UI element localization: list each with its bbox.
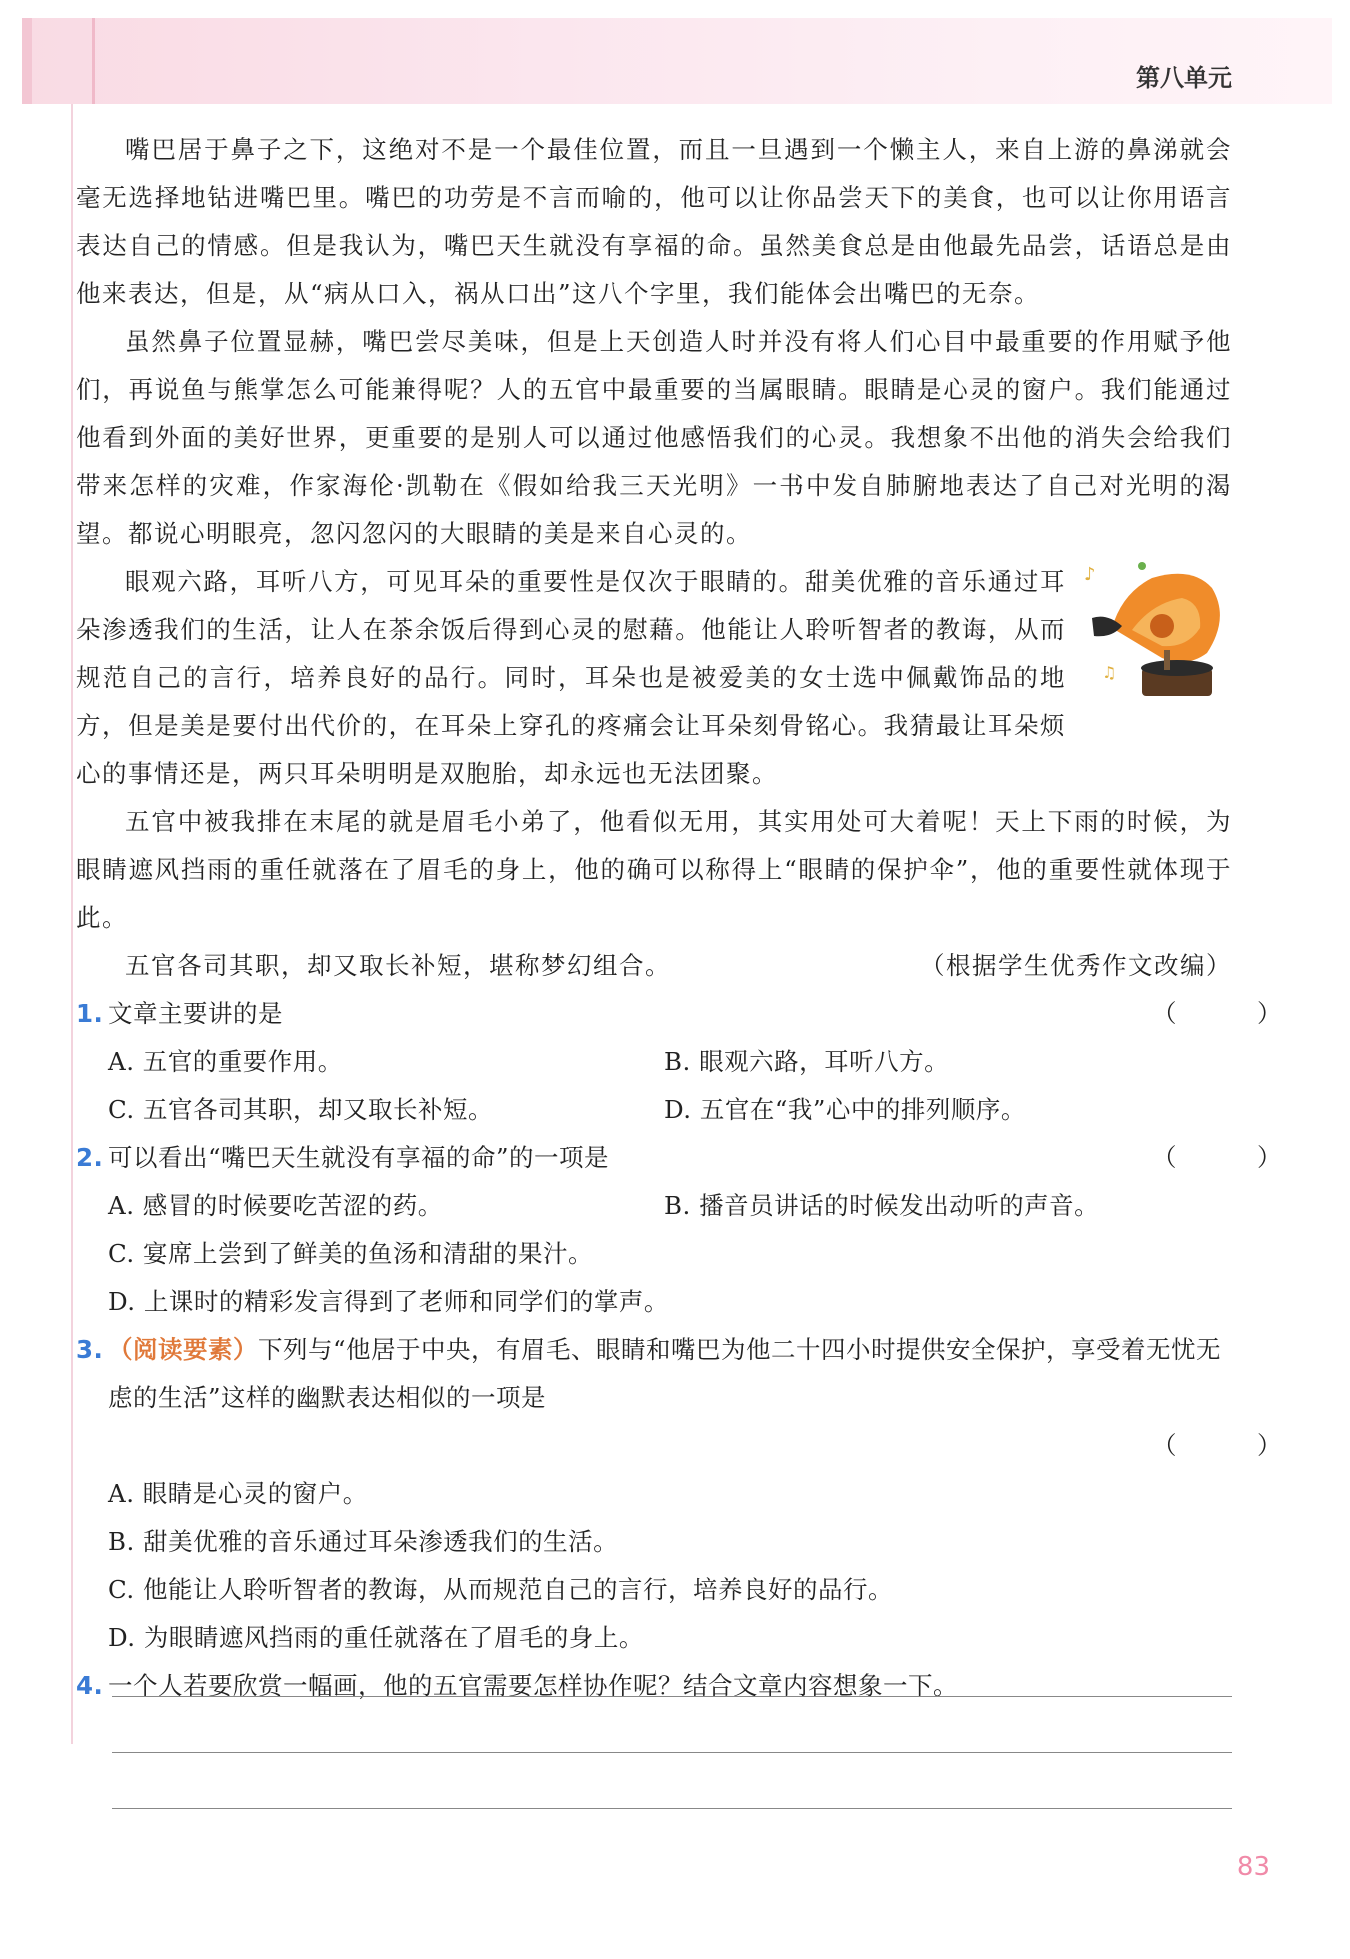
header-stripe-thin (92, 18, 95, 104)
option-c: C. 五官各司其职，却又取长补短。 (108, 1095, 493, 1124)
option-b: B. 甜美优雅的音乐通过耳朵渗透我们的生活。 (108, 1527, 619, 1556)
answer-bracket[interactable]: （ ） (1152, 999, 1310, 1028)
page-number: 83 (1236, 1852, 1270, 1882)
option-d: D. 上课时的精彩发言得到了老师和同学们的掌声。 (108, 1287, 669, 1316)
question-number: 2. (76, 1143, 104, 1172)
option-c: C. 他能让人聆听智者的教诲，从而规范自己的言行，培养良好的品行。 (108, 1575, 893, 1604)
passage-closing-line (76, 942, 1232, 990)
source-note: （根据学生优秀作文改编） (920, 951, 1232, 980)
answer-bracket[interactable]: （ ） (1152, 1143, 1310, 1172)
question-text: 文章主要讲的是 (108, 999, 283, 1028)
question-4 (76, 1662, 1232, 1710)
question-text: 一个人若要欣赏一幅画，他的五官需要怎样协作呢？结合文章内容想象一下。 (108, 1671, 958, 1700)
question-number: 3. (76, 1335, 104, 1364)
margin-rule (71, 104, 73, 1744)
header-stripe (22, 18, 32, 104)
passage-paragraph: 五官各司其职，却又取长补短，堪称梦幻组合。 (125, 951, 671, 980)
option-a: A. 感冒的时候要吃苦涩的药。 (108, 1191, 443, 1220)
question-1 (76, 990, 1310, 1134)
passage-paragraph: 眼观六路，耳听八方，可见耳朵的重要性是仅次于眼睛的。甜美优雅的音乐通过耳朵渗透我们的生活，让人在茶余饭后得到心灵的慰藉。他能让人聆听智者的教诲，从而规范自己的言行，培养良好的品行。同时，耳朵也是被爱美的女士选中佩戴饰品的地方，但是美是要付出代价的，在耳朵上穿孔的疼痛会让耳朵刻骨铭心。我猜最让耳朵烦心的事情还是，两只耳朵明明是双胞胎，却永远也无法团聚。 (76, 567, 1066, 788)
question-number: 1. (76, 999, 104, 1028)
option-c: C. 宴席上尝到了鲜美的鱼汤和清甜的果汁。 (108, 1239, 593, 1268)
option-a: A. 五官的重要作用。 (108, 1047, 343, 1076)
question-2 (76, 1134, 1310, 1326)
answer-line[interactable] (112, 1696, 1232, 1697)
option-b: B. 播音员讲话的时候发出动听的声音。 (664, 1191, 1100, 1220)
question-3 (76, 1326, 1310, 1662)
option-b: B. 眼观六路，耳听八方。 (664, 1047, 950, 1076)
svg-text:♫: ♫ (1102, 663, 1117, 682)
reading-element-tag: （阅读要素） (108, 1335, 258, 1364)
option-a: A. 眼睛是心灵的窗户。 (108, 1479, 368, 1508)
question-number: 4. (76, 1671, 104, 1700)
svg-text:♪: ♪ (1084, 564, 1096, 585)
question-text: 下列与“他居于中央，有眉毛、眼睛和嘴巴为他二十四小时提供安全保护，享受着无忧无虑的生活”这样的幽默表达相似的一项是 (108, 1335, 1222, 1412)
option-d: D. 为眼睛遮风挡雨的重任就落在了眉毛的身上。 (108, 1623, 644, 1652)
question-text: 可以看出“嘴巴天生就没有享福的命”的一项是 (108, 1143, 610, 1172)
passage-paragraph: 虽然鼻子位置显赫，嘴巴尝尽美味，但是上天创造人时并没有将人们心目中最重要的作用赋予他们，再说鱼与熊掌怎么可能兼得呢？人的五官中最重要的当属眼睛。眼睛是心灵的窗户。我们能通过他看到外面的美好世界，更重要的是别人可以通过他感悟我们的心灵。我想象不出他的消失会给我们带来怎样的灾难，作家海伦·凯勒在《假如给我三天光明》一书中发自肺腑地表达了自己对光明的渴望。都说心明眼亮，忽闪忽闪的大眼睛的美是来自心灵的。 (76, 327, 1232, 548)
unit-title: 第八单元 (1136, 64, 1232, 92)
answer-line[interactable] (112, 1808, 1232, 1809)
option-d: D. 五官在“我”心中的排列顺序。 (664, 1095, 1026, 1124)
question-text-wrapper (108, 1326, 1232, 1422)
passage-paragraph: 五官中被我排在末尾的就是眉毛小弟了，他看似无用，其实用处可大着呢！天上下雨的时候，为眼睛遮风挡雨的重任就落在了眉毛的身上，他的确可以称得上“眼睛的保护伞”，他的重要性就体现于此。 (76, 807, 1232, 932)
reading-passage (76, 126, 1310, 1710)
answer-line[interactable] (112, 1752, 1232, 1753)
answer-bracket[interactable]: （ ） (1152, 1431, 1310, 1460)
passage-paragraph: 嘴巴居于鼻子之下，这绝对不是一个最佳位置，而且一旦遇到一个懒主人，来自上游的鼻涕就会毫无选择地钻进嘴巴里。嘴巴的功劳是不言而喻的，他可以让你品尝天下的美食，也可以让你用语言表达自己的情感。但是我认为，嘴巴天生就没有享福的命。虽然美食总是由他最先品尝，话语总是由他来表达，但是，从“病从口入，祸从口出”这八个字里，我们能体会出嘴巴的无奈。 (76, 135, 1232, 308)
